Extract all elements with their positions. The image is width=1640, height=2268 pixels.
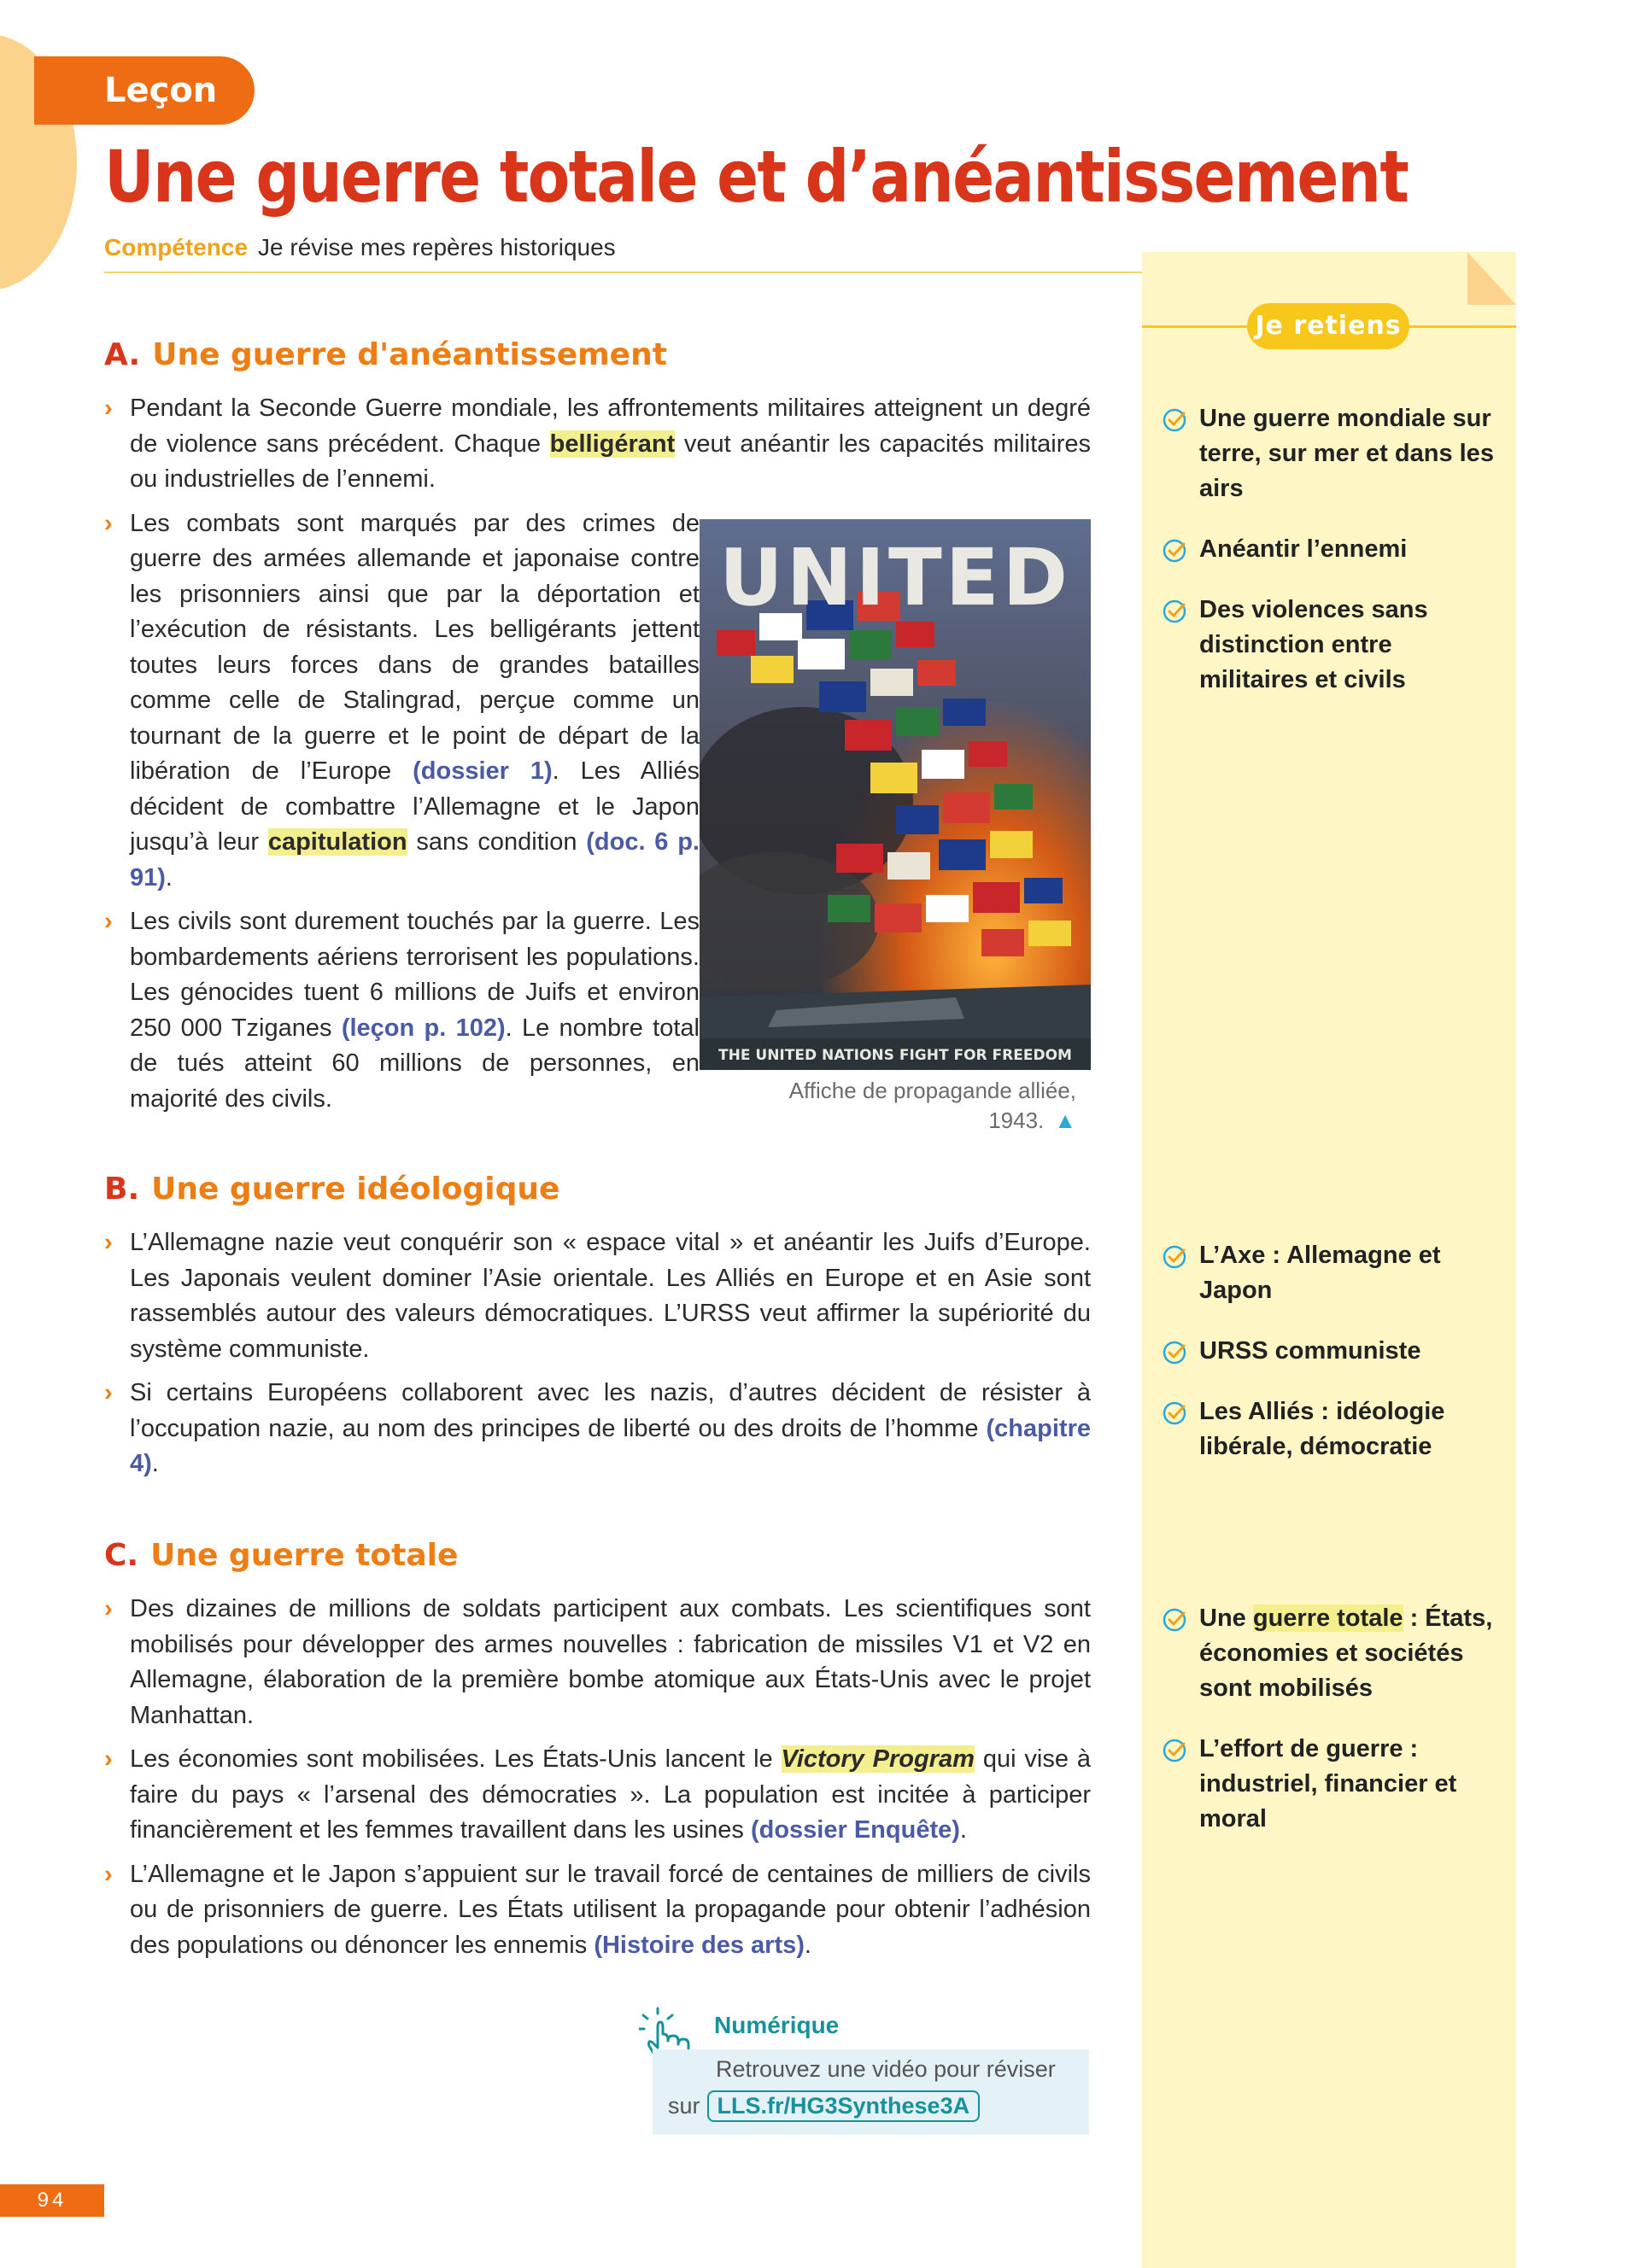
check-circle-icon [1162, 599, 1187, 624]
numerique-link-line: sur LLS.fr/HG3Synthese3A [668, 2090, 980, 2122]
check-circle-icon [1162, 1607, 1187, 1633]
triangle-up-icon: ▲ [1054, 1108, 1076, 1133]
recap-group-c [1162, 1601, 1503, 1862]
competence-label: Compétence [104, 234, 249, 260]
competence-text: Je révise mes repères historiques [258, 234, 616, 260]
check-circle-icon [1162, 1244, 1187, 1270]
section-b [104, 1172, 1091, 1491]
glossary-term[interactable]: belligérant [549, 430, 676, 458]
cross-reference[interactable]: (doc. 6 p. 91) [130, 828, 700, 891]
chevron-right-icon: › [104, 908, 113, 935]
cross-reference[interactable]: (dossier Enquête) [750, 1816, 960, 1844]
cross-reference[interactable]: (leçon p. 102) [341, 1014, 506, 1042]
recap-item: Une guerre mondiale sur terre, sur mer et dans les airs [1162, 401, 1503, 506]
competence-line [104, 234, 616, 261]
check-circle-icon [1162, 538, 1187, 564]
section-a-heading: A. Une guerre d'anéantissement [104, 337, 667, 372]
cross-reference[interactable]: (dossier 1) [413, 757, 553, 785]
glossary-term: guerre totale [1252, 1605, 1403, 1632]
chevron-right-icon: › [104, 1860, 113, 1888]
numerique-title: Numérique [714, 2012, 840, 2038]
paragraph: › Si certains Européens collaborent avec les nazis, d’autres décident de résister à l’occupation nazie, au nom des principes de liberté ou des droits de l’homme (chapitre 4). [104, 1376, 1091, 1482]
chevron-right-icon: › [104, 1595, 113, 1622]
check-circle-icon [1162, 1738, 1187, 1763]
check-circle-icon [1162, 407, 1187, 433]
chevron-right-icon: › [104, 1379, 113, 1406]
recap-group-a [1162, 401, 1503, 723]
numerique-text: Retrouvez une vidéo pour réviser [716, 2056, 1056, 2082]
section-c [104, 1538, 1091, 1972]
recap-group-b [1162, 1238, 1503, 1490]
paragraph: › Les civils sont durement touchés par la guerre. Les bombardements aériens terrorisent les populations. Les génocides tuent 6 millions de Juifs et environ 250 000 Tziganes (leçon p. 102). Le nombre total de tués atteint 60 millions de personnes, en majorité des civils. [104, 904, 700, 1117]
section-b-heading: B. Une guerre idéologique [104, 1172, 560, 1207]
recap-item: Une guerre totale : États, économies et sociétés sont mobilisés [1162, 1601, 1503, 1706]
paragraph: › Les économies sont mobilisées. Les États-Unis lancent le Victory Program qui vise à faire du pays « l’arsenal des démocraties ». La population est incitée à participer financièrement et les femmes travaillent dans les usines (dossier Enquête). [104, 1742, 1091, 1849]
recap-item: URSS communiste [1162, 1334, 1503, 1369]
poster-slogan: THE UNITED NATIONS FIGHT FOR FREEDOM [718, 1047, 1072, 1064]
video-link[interactable]: LLS.fr/HG3Synthese3A [707, 2090, 981, 2122]
glossary-term[interactable]: capitulation [267, 828, 407, 856]
poster-caption: Affiche de propagande alliée, 1943. ▲ [788, 1078, 1076, 1133]
chevron-right-icon: › [104, 1229, 113, 1256]
recap-item: L’effort de guerre : industriel, financier et moral [1162, 1732, 1503, 1837]
je-retiens-tag: Je retiens [1247, 303, 1409, 349]
glossary-term[interactable]: Victory Program [781, 1745, 975, 1773]
paragraph: › Des dizaines de millions de soldats participent aux combats. Les scientifiques sont mobilisés pour développer des armes nouvelles : fabrication de missiles V1 et V2 en Allemagne, élaboration de la première bombe atomique aux États-Unis avec le projet Manhattan. [104, 1592, 1091, 1733]
recap-item: Anéantir l’ennemi [1162, 532, 1503, 567]
paragraph: › Les combats sont marqués par des crimes de guerre des armées allemande et japonaise contre les prisonniers ainsi que par la déportation et l’exécution de résistants. Les belligérants jettent toutes leurs forces dans de grandes batailles comme celle de Stalingrad, perçue comme un tournant de la guerre et le point de départ de la libération de l’Europe (dossier 1). Les Alliés décident de combattre l’Allemagne et le Japon jusqu’à leur capitulation sans condition (doc. 6 p. 91). [104, 506, 700, 897]
recap-item: L’Axe : Allemagne et Japon [1162, 1238, 1503, 1308]
paragraph: › L’Allemagne et le Japon s’appuient sur le travail forcé de centaines de milliers de civils ou de prisonniers de guerre. Les États utilisent la propagande pour obtenir l’adhésion des populations ou dénoncer les ennemis (Histoire des arts). [104, 1857, 1091, 1964]
cross-reference[interactable]: (Histoire des arts) [594, 1931, 805, 1959]
poster-image [700, 519, 1091, 1070]
check-circle-icon [1162, 1400, 1187, 1426]
page-title: Une guerre totale et d’anéantissement [104, 135, 1409, 219]
poster-title: UNITED [719, 532, 1071, 623]
recap-item: Des violences sans distinction entre militaires et civils [1162, 593, 1503, 698]
propaganda-poster [700, 519, 1091, 1070]
paragraph: › L’Allemagne nazie veut conquérir son « espace vital » et anéantir les Juifs d’Europe. Les Japonais veulent dominer l’Asie orientale. Les Alliés en Europe et en Asie sont rassemblés autour des valeurs démocratiques. L’URSS veut affirmer la supériorité du système communiste. [104, 1225, 1091, 1367]
check-circle-icon [1162, 1340, 1187, 1365]
recap-item: Les Alliés : idéologie libérale, démocratie [1162, 1394, 1503, 1464]
chevron-right-icon: › [104, 395, 113, 422]
lecon-tag: Leçon [34, 56, 255, 125]
page-number: 94 [0, 2184, 104, 2217]
chevron-right-icon: › [104, 509, 113, 537]
title-divider [104, 272, 1142, 273]
section-c-heading: C. Une guerre totale [104, 1538, 459, 1573]
cross-reference[interactable]: (chapitre 4) [130, 1414, 1091, 1477]
paragraph: › Pendant la Seconde Guerre mondiale, les affrontements militaires atteignent un degré de violence sans précédent. Chaque belligérant veut anéantir les capacités militaires ou industrielles de l’ennemi. [104, 391, 1091, 498]
chevron-right-icon: › [104, 1745, 113, 1773]
